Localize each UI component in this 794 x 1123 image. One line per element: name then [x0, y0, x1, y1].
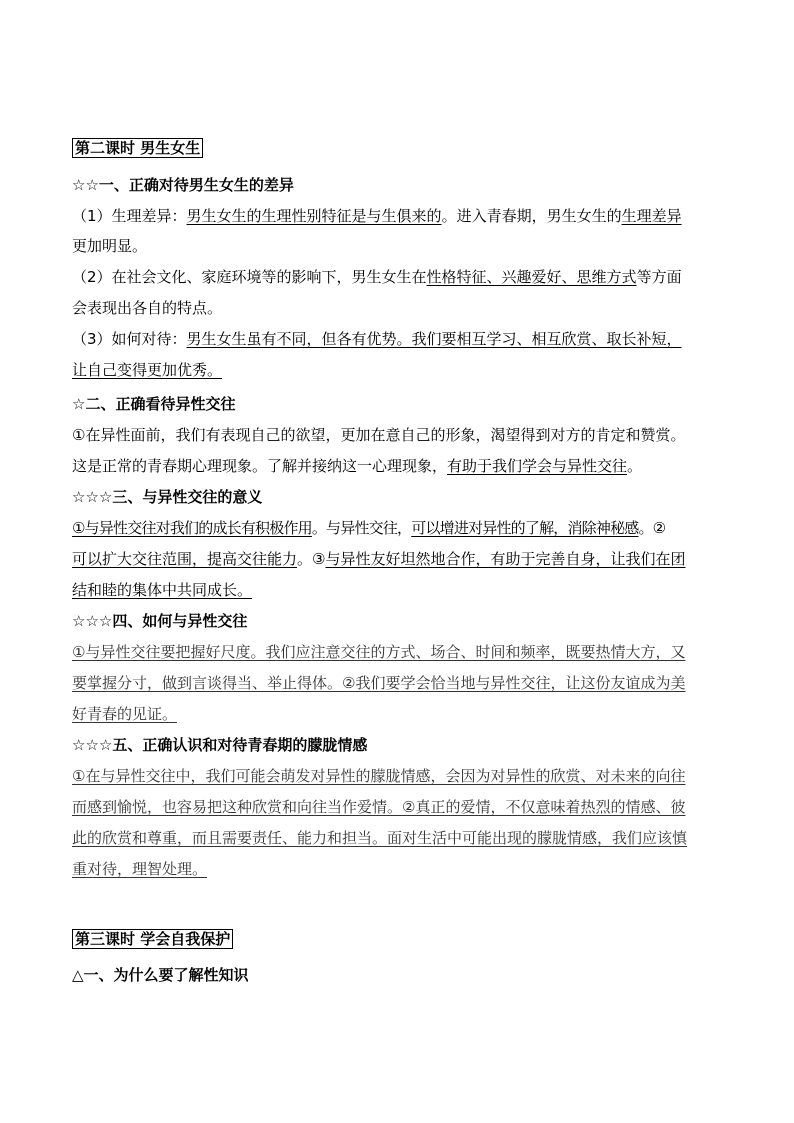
- text: 等方面: [636, 268, 682, 286]
- key-point: ①与异性交往对我们的成长有积极作用: [72, 519, 312, 537]
- key-point: 生理差异: [621, 207, 682, 225]
- key-point: 让自己变得更加优秀。: [72, 361, 223, 379]
- key-point: 重对待，理智处理。: [72, 860, 208, 878]
- section-heading: ☆☆☆五、正确认识和对待青春期的朦胧情感: [72, 736, 368, 754]
- paragraph-line: [72, 517, 665, 539]
- paragraph-line: [72, 703, 177, 725]
- section-heading: ☆☆一、正确对待男生女生的差异: [72, 176, 294, 194]
- key-point: 要掌握分寸，做到言谈得当、举止得体。②我们要学会恰当地与异性交往，让这份友谊成为美: [72, 674, 686, 692]
- section-heading: ☆二、正确看待异性交往: [72, 395, 236, 413]
- paragraph-line: [72, 359, 222, 381]
- key-point: 性格特征、兴趣爱好、思维方式: [426, 268, 637, 286]
- text: 。③: [297, 550, 326, 568]
- text: （2）在社会文化、家庭环境等的影响下，男生女生在: [72, 268, 427, 286]
- key-point: 可以增进对异性的了解，消除神秘感: [411, 519, 639, 537]
- paragraph-line: [72, 858, 207, 880]
- key-point: 而感到愉悦，也容易把这种欣赏和向往当作爱情。②真正的爱情，不仅意味着热烈的情感、彼: [72, 798, 686, 816]
- key-point: 此的欣赏和尊重，而且需要责任、能力和担当。面对生活中可能出现的朦胧情感，我们应该慎: [72, 829, 688, 847]
- text: 。②: [638, 519, 666, 537]
- section-heading: ☆☆☆三、与异性交往的意义: [72, 488, 263, 506]
- key-point: 可以扩大交往范围，提高交往能力: [72, 550, 298, 568]
- key-point: 男生女生虽有不同，但各有优势。我们要相互学习、相互欣赏、取长补短，: [186, 330, 682, 348]
- paragraph-line: [72, 455, 642, 477]
- paragraph-line: [72, 765, 685, 787]
- key-point: 男生女生的生理性别特征是与生俱来的: [186, 207, 442, 225]
- paragraph-line: [72, 641, 685, 663]
- paragraph-line: [72, 796, 685, 818]
- paragraph-line: [72, 548, 685, 570]
- key-point: 与异性友好坦然地合作，有助于完善自身，让我们在团: [325, 550, 686, 568]
- key-point: ①在与异性交往中，我们可能会萌发对异性的朦胧情感，会因为对异性的欣赏、对未来的向往: [72, 767, 686, 785]
- text: （1）生理差异：: [72, 207, 187, 225]
- key-point: 好青春的见证。: [72, 705, 178, 723]
- text: 。进入青春期，男生女生的: [441, 207, 622, 225]
- text: （3）如何对待：: [72, 330, 187, 348]
- lesson-title-box: 第三课时 学会自我保护: [72, 929, 233, 949]
- paragraph-line: [72, 672, 685, 694]
- paragraph-line: 会表现出各自的特点。: [72, 299, 223, 317]
- text: 这是正常的青春期心理现象。了解并接纳这一心理现象，: [72, 457, 448, 475]
- section-heading: △一、为什么要了解性知识: [72, 966, 249, 984]
- paragraph-line: ①在异性面前，我们有表现自己的欲望，更加在意自己的形象，渴望得到对方的肯定和赞赏。: [72, 426, 686, 444]
- key-point: 结和睦的集体中共同成长。: [72, 581, 253, 599]
- text: 。: [627, 457, 643, 475]
- paragraph-line: [72, 205, 682, 227]
- text: 。与异性交往，: [311, 519, 412, 537]
- lesson-title-box: 第二课时 男生女生: [72, 138, 203, 158]
- key-point: 有助于我们学会与异性交往: [447, 457, 628, 475]
- section-heading: ☆☆☆四、如何与异性交往: [72, 612, 248, 630]
- paragraph-line: 更加明显。: [72, 237, 148, 255]
- paragraph-line: [72, 328, 682, 350]
- key-point: ①与异性交往要把握好尺度。我们应注意交往的方式、场合、时间和频率，既要热情大方，又: [72, 643, 686, 661]
- paragraph-line: [72, 827, 687, 849]
- paragraph-line: [72, 579, 252, 601]
- lesson-title: [72, 928, 233, 950]
- lesson-title: [72, 137, 203, 159]
- paragraph-line: [72, 266, 682, 288]
